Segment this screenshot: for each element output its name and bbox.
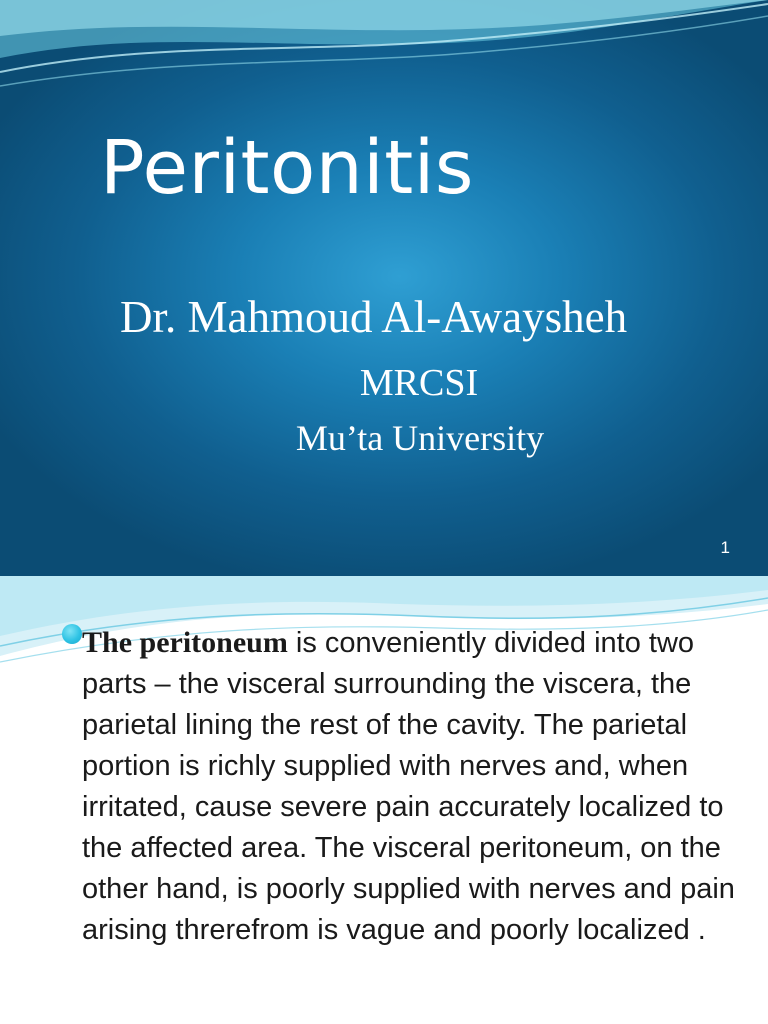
page-number: 1 <box>720 538 730 557</box>
author-name: Dr. Mahmoud Al-Awaysheh <box>120 292 628 342</box>
degree-text: MRCSI <box>359 362 479 404</box>
header-wave-decoration <box>0 0 768 110</box>
bullet-icon <box>62 624 82 644</box>
university-text: Mu’ta University <box>295 418 545 458</box>
content-slide <box>0 576 768 1024</box>
bullet-lead-term: The peritoneum <box>82 626 288 659</box>
slide-title: Peritonitis <box>100 125 474 211</box>
bullet-body-text: is conveniently divided into two parts – the visceral surrounding the viscera, the parietal lining the rest of the cavity. The parietal portion is richly supplied with nerves and, when irritated, cause severe pain accurately localized to the affected area. The visceral peritoneum, on the other hand, is poorly supplied with nerves and pain arising threrefrom is vague and poorly localized . <box>82 627 735 946</box>
bullet-paragraph <box>82 622 754 951</box>
